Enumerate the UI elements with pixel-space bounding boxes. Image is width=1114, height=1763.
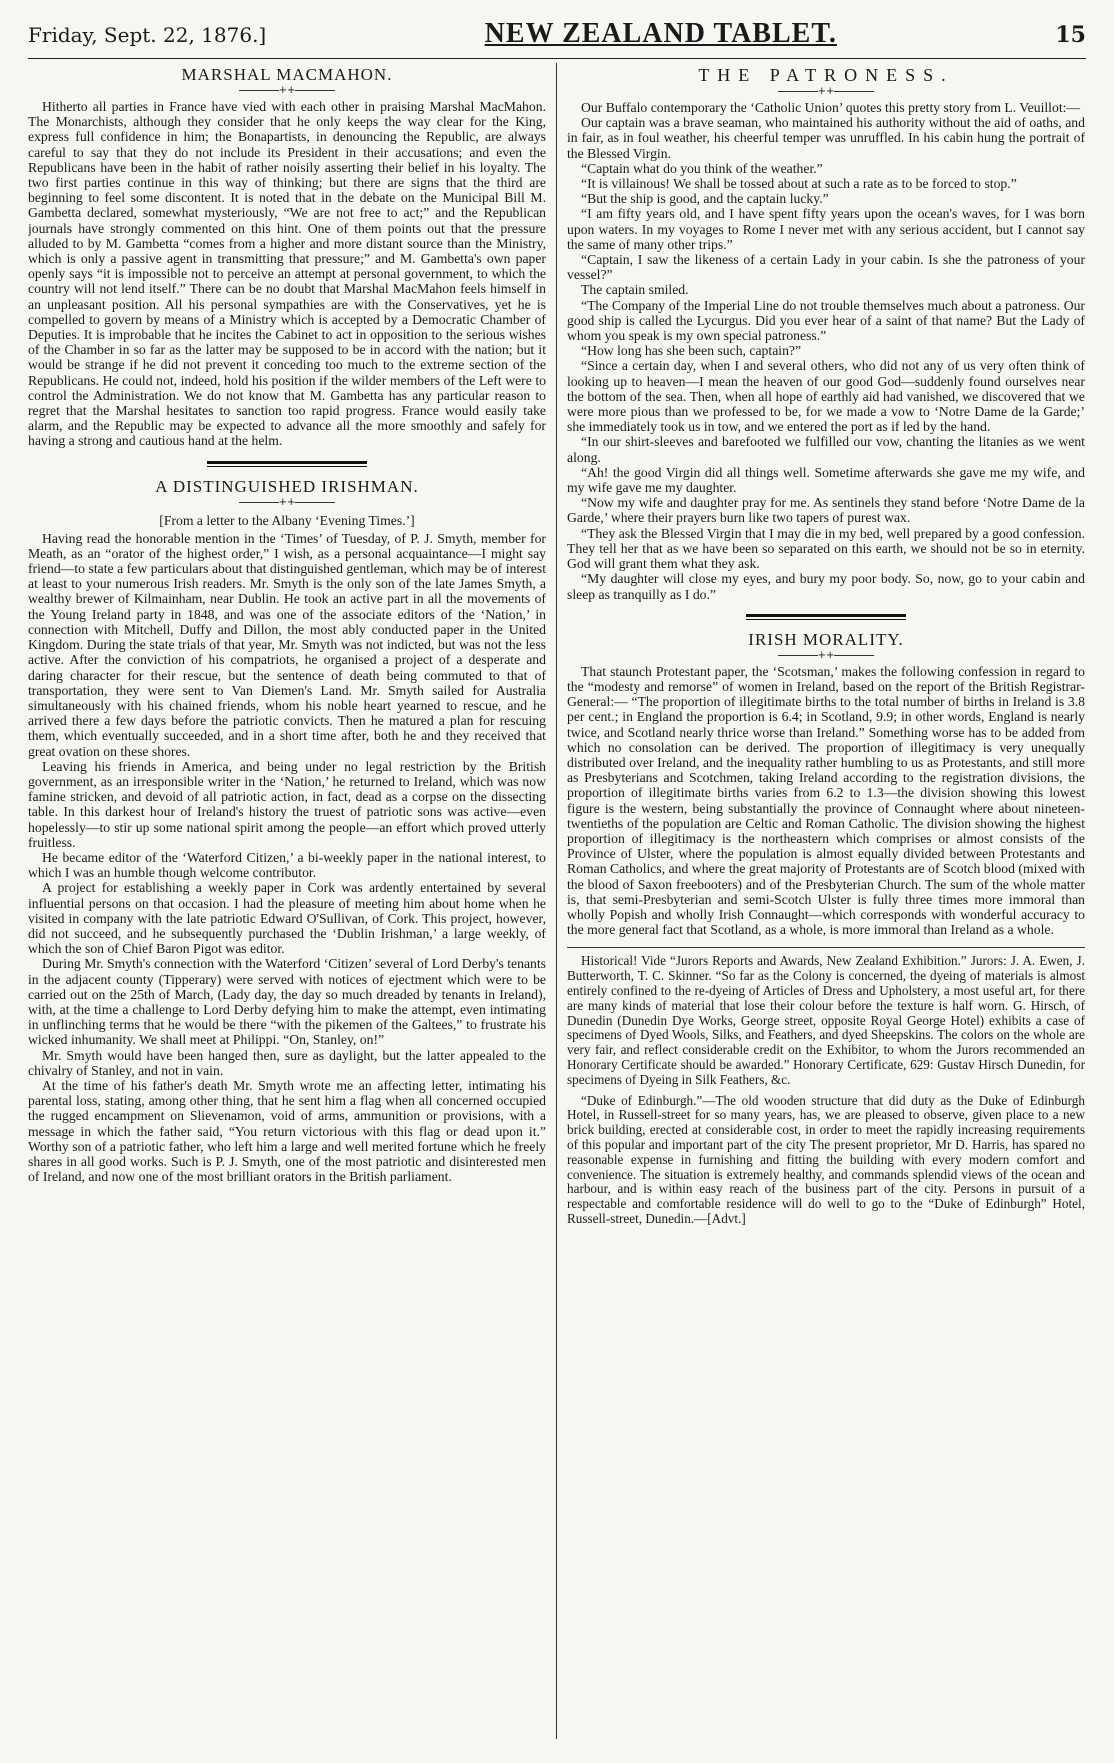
article-paragraph: “Captain what do you think of the weather.” (581, 160, 823, 176)
article-source: [From a letter to the Albany ‘Evening Times.’] (159, 512, 415, 528)
page-number: 15 (1055, 22, 1086, 48)
advert-divider (567, 947, 1085, 948)
article-paragraph: Our captain was a brave seaman, who maintained his authority without the aid of oaths, and in fair, as in foul weather, his cheerful temper was unruffled. In his cabin hung the portrait of the Blessed Virgin. (567, 115, 1085, 161)
heading-ornament: ++ (28, 85, 546, 97)
heading-ornament: ++ (567, 86, 1085, 98)
article-paragraph: Leaving his friends in America, and being under no legal restriction by the British government, as an irresponsible writer in the ‘Nation,’ he returned to Ireland, which was now famine stricken, and devoid of all patriotic action, in fact, dead as a corpse on the dissecting table. In this darkest hour of Ireland's history the truest of patriotic sons was active—even hopelessly—to stir up some national spirit among the people—an effort which proved utterly fruitless. (28, 758, 546, 850)
article-heading-irishman: A DISTINGUISHED IRISHMAN. (155, 476, 419, 496)
article-paragraph: “But the ship is good, and the captain lucky.” (581, 191, 829, 207)
heading-ornament: ++ (567, 650, 1085, 662)
article-paragraph: Hitherto all parties in France have vied with each other in praising Marshal MacMahon. The Monarchists, although they consider that he only keeps the way clear for the King, express full confidence in him; the Bonapartists, in denouncing the Republic, are always careful to say that they do not include its President in their accusations; and even the Republicans have been in the habit of rather noisily asserting their belief in his loyalty. The two first parties continue in this way of thinking; but there are signs that the third are beginning to feel some discontent. It is noted that in the debate on the Municipal Bill M. Gambetta declared, somewhat mysteriously, “We are not free to act;” and the Republican journals have strongly commented on this hint. One of them points out that the pressure alluded to by M. Gambetta “comes from a higher and more distant source than the Ministry, which is only a passive agent in transmitting that pressure;” and M. Gambetta's own paper openly says “it is impossible not to perceive an attempt at personal government, to which the country will not lend itself.” There can be no doubt that Marshal MacMahon feels himself in an unpleasant position. All his personal sympathies are with the Conservatives, yet he is compelled to govern by means of a Ministry which is accepted by a Democratic Chamber of Deputies. It is improbable that he incites the Cabinet to act in opposition to the serious wishes of the Chamber in so far as the latter may be supposed to be in accord with the nation; but it would be strange if he did not prevent it conceding too much to the extreme section of the Republicans. He could not, indeed, hold his position if the wilder members of the Left were to control the Administration. We do not know that M. Gambetta has any particular reason to regret that the Marshal hesitates to sanction too rapid progress. France would easily take alarm, and the Republic may be expected to advance all the more smoothly and safely for having a strong and cautious hand at the helm. (28, 99, 546, 449)
section-divider (207, 461, 367, 467)
article-paragraph: “The Company of the Imperial Line do not trouble themselves much about a patroness. Our good ship is called the Lycurgus. Did you ever hear of a saint of that name? But the Lady of whom you speak is my own special patroness.” (567, 297, 1085, 344)
article-paragraph: The captain smiled. (581, 282, 689, 298)
right-column (557, 59, 1085, 1739)
article-paragraph: During Mr. Smyth's connection with the Waterford ‘Citizen’ several of Lord Derby's tenants in the adjacent county (Tipperary) were served with notices of ejectment which were to be carried out on the 25th of March, (Lady day, the day so much dreaded by tenants in Ireland), with, at the time a challenge to Lord Derby defying him to make the attempt, even intimating in unflinching terms that he would be there “with the pikemen of the Galtees,” to frustrate his wicked inhumanity. We shall meet at Philippi. “On, Stanley, on!” (28, 956, 546, 1048)
article-paragraph: “My daughter will close my eyes, and bury my poor body. So, now, go to your cabin and sleep as tranquilly as I do.” (567, 571, 1085, 602)
article-paragraph: “Captain, I saw the likeness of a certain Lady in your cabin. Is she the patroness of your vessel?” (567, 252, 1085, 283)
article-paragraph: At the time of his father's death Mr. Smyth wrote me an affecting letter, intimating his parental loss, stating, among other thing, that he sent him a flag when all concerned occupied the rugged encampment on Slievenamon, void of arms, ammunition or provisions, with a message in which the father said, “You return victorious with this flag or dead upon it.” Worthy son of a patriotic father, who left him a large and well merited fortune which he freely shares in all good works. Such is P. J. Smyth, one of the most patriotic and disinterested men of Ireland, and now one of the most brilliant orators in the British parliament. (28, 1077, 546, 1185)
article-paragraph: “They ask the Blessed Virgin that I may die in my bed, well prepared by a good confession. They tell her that as we have been so separated on this earth, we should not be so in eternity. God will grant them what they ask. (567, 525, 1085, 572)
section-divider (746, 614, 906, 620)
article-paragraph: Having read the honorable mention in the ‘Times’ of Tuesday, of P. J. Smyth, member for Meath, as an “orator of the highest order,” I wish, as a personal acquaintance—I might say friend—to state a few particulars about that distinguished gentleman, which may be of interest at least to your numerous Irish readers. Mr. Smyth is the only son of the late James Smyth, a wealthy brewer of Kilmainham, near Dublin. He took an active part in all the movements of the Young Ireland party in 1848, and was one of the associate editors of the ‘Nation,’ in connection with Mitchell, Duffy and Dillon, the most ably conducted paper in the United Kingdom. During the state trials of that year, Mr. Smyth was not indicted, but was not the less active. After the conviction of his compatriots, he organised a project of a desperate and daring character for their rescue, but the sentence of death being commuted to that of transportation, they were sent to Van Diemen's Land. Mr. Smyth sailed for Australia simultaneously with his chained friends, whom his noble heart yearned to rescue, and he arrived there a few days before the patriotic convicts. Then he matured a plan for rescuing them, which eventually succeeded, and in a short time after, both he and they received that great ovation on these shores. (28, 530, 546, 759)
article-paragraph: He became editor of the ‘Waterford Citizen,’ a bi-weekly paper in the national interest, to which I was an humble though welcome contributor. (28, 849, 546, 881)
article-paragraph: That staunch Protestant paper, the ‘Scotsman,’ makes the following confession in regard to the “modesty and remorse” of women in Ireland, based on the report of the British Registrar-General:— “The proportion of illegitimate births to the total number of births in Ireland is 3.8 per cent.; in England the proportion is 6.4; in Scotland, 9.9; in other words, England is nearly twice, and Scotland nearly thrice worse than Ireland.” Something worse has to be added from which no consolation can be derived. The proportion of illegitimacy is very unequally distributed over Ireland, and the inequality rather humbling to us as Protestants, and still more as Presbyterians and Scotchmen, taking Ireland according to the registration divisions, the proportion of illegitimate births varies from 6.2 to 1.3—the division showing this lowest figure is the western, being substantially the province of Connaught where about nineteen-twentieths of the population are Celtic and Roman Catholic. The division showing the highest proportion of illegitimacy is the northeastern which comprises or almost consists of the Province of Ulster, where the population is almost equally divided between Protestants and Roman Catholics, and where the great majority of Protestants are of Scotch blood (mixed with the blood of Saxon freebooters) and of the Presbyterian Church. The sum of the whole matter is, that semi-Presbyterian and semi-Scotch Ulster is fully three times more immoral than wholly Popish and wholly Irish Connaught—which corresponds with wonderful accuracy to the more general fact that Scotland, as a whole, is more immoral than Ireland as a whole. (567, 663, 1085, 938)
article-paragraph: “It is villainous! We shall be tossed about at such a rate as to be forced to stop.” (581, 176, 1017, 192)
left-column (28, 59, 556, 1739)
article-paragraph: “In our shirt-sleeves and barefooted we fulfilled our vow, chanting the litanies as we went along. (567, 434, 1085, 465)
article-paragraph: Our Buffalo contemporary the ‘Catholic Union’ quotes this pretty story from L. Veuillot:— (581, 100, 1081, 115)
article-paragraph: Mr. Smyth would have been hanged then, sure as daylight, but the latter appealed to the chivalry of Stanley, and not in vain. (28, 1047, 546, 1078)
article-paragraph: A project for establishing a weekly paper in Cork was ardently entertained by several influential persons on that occasion. I had the pleasure of meeting him about home when he visited in company with the late patriotic Edward O'Sullivan, of Cork. This project, however, did not succeed, and he subsequently purchased the ‘Dublin Irishman,’ a large weekly, of which the son of Chief Baron Pigot was editor. (28, 880, 546, 957)
advert-hirsch: Historical! Vide “Jurors Reports and Awards, New Zealand Exhibition.” Jurors: J. A. Ewen, J. Butterworth, T. C. Skinner. “So far as the Colony is concerned, the dyeing of materials is almost entirely confined to the re-dyeing of Articles of Dress and Upholstery, a most useful art, for there are many kinds of material that lose their colour before the texture is half worn. G. Hirsch, of Dunedin (Dunedin Dye Works, George street, opposite Royal George Hotel) exhibits a case of specimens of Dyed Wools, Silks, and Feathers, and dyed Sheepskins. The colors on the whole are very fair, and reflect considerable credit on the Exhibitor, to whom the Jurors recommended an Honorary Certificate should be awarded.” Honorary Certificate, 629: Gustav Hirsch Dunedin, for specimens of Dyeing in Silk Feathers, &c. (567, 953, 1085, 1087)
advert-duke-of-edinburgh: “Duke of Edinburgh.”—The old wooden structure that did duty as the Duke of Edinburgh Hotel, in Russell-street for so many years, has, we are pleased to observe, given place to a new brick building, erected at considerable cost, in order to meet the rapidly increasing requirements of this popular and important part of the city The present proprietor, Mr D. Harris, has spared no reasonable expense in furnishing and fitting the building with every modern comfort and convenience. The situation is extremely healthy, and commands splendid views of the ocean and harbour, and is within easy reach of the business part of the city. Persons in pursuit of a respectable and comfortable residence will do well to go to the “Duke of Edinburgh” Hotel, Russell-street, Dunedin.—[Advt.] (567, 1092, 1085, 1226)
article-paragraph: “How long has she been such, captain?” (581, 343, 802, 359)
article-heading-morality: IRISH MORALITY. (748, 629, 904, 649)
newspaper-title: NEW ZEALAND TABLET. (484, 18, 837, 49)
columns (28, 59, 1086, 1739)
advertisements (567, 954, 1085, 1226)
article-heading-patroness: THE PATRONESS. (698, 65, 954, 85)
article-heading-macmahon: MARSHAL MACMAHON. (181, 65, 393, 84)
article-paragraph: “Ah! the good Virgin did all things well. Sometime afterwards she gave me my wife, and my wife gave me my daughter. (567, 464, 1085, 496)
article-paragraph: “Now my wife and daughter pray for me. As sentinels they stand before ‘Notre Dame de la Garde,’ where their prayers burn like two tapers of purest wax. (567, 495, 1085, 526)
issue-date: Friday, Sept. 22, 1876.] (28, 23, 267, 47)
article-paragraph: “I am fifty years old, and I have spent fifty years upon the ocean's waves, for I was born upon waters. In my voyages to Rome I never met with any serious accident, but I cannot say the same of many other trips.” (567, 206, 1085, 252)
masthead (28, 18, 1086, 54)
article-paragraph: “Since a certain day, when I and several others, who did not any of us very often think of looking up to heaven—I mean the heaven of our good God—suddenly found ourselves near the bottom of the sea. Then, when all hope of earthly aid had vanished, we discovered that we were more pious than we professed to be, for we made a vow to ‘Notre Dame de la Garde;’ she immediately took us in tow, and we entered the port as if led by the hand. (567, 358, 1085, 435)
heading-ornament: ++ (28, 497, 546, 509)
